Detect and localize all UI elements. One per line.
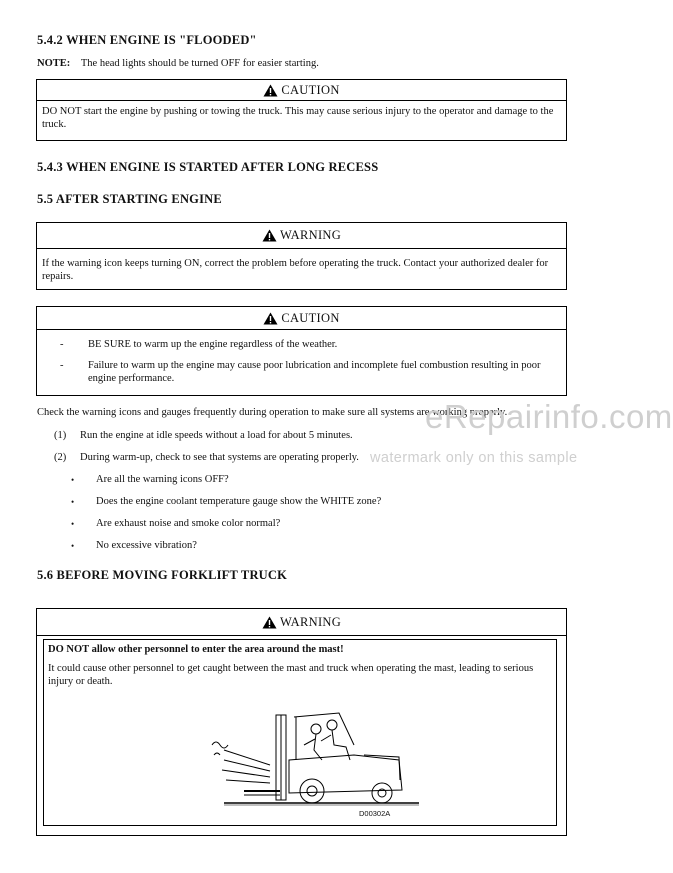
bullet-icon: • (71, 541, 75, 551)
caution-header-1 (37, 80, 566, 101)
dash-bullet: - (60, 360, 64, 371)
caution-text-1 (37, 101, 566, 135)
warning-box-2 (36, 608, 567, 836)
section-5-5-heading: 5.5 AFTER STARTING ENGINE (37, 192, 222, 206)
caution-item-text: BE SURE to warm up the engine regardless of the weather. (88, 339, 338, 350)
watermark-note: watermark only on this sample (370, 450, 578, 466)
list-item (42, 359, 561, 385)
warning-header-2 (37, 609, 566, 636)
bullet-icon: • (71, 497, 75, 507)
warning-inner-panel (43, 639, 557, 826)
warning-header-1 (37, 223, 566, 249)
caution-item-text: Failure to warm up the engine may cause poor lubrication and incomplete fuel combustion resulting in poor engine performance. (88, 360, 541, 384)
step-text: Run the engine at idle speeds without a load for about 5 minutes. (80, 430, 353, 441)
watermark-brand: eRepairinfo.com (425, 398, 673, 435)
note-label: NOTE: (37, 58, 71, 69)
warning-title-1: WARNING (279, 228, 342, 242)
section-5-6-heading: 5.6 BEFORE MOVING FORKLIFT TRUCK (37, 568, 288, 582)
warning-title-2: WARNING (279, 615, 342, 629)
caution-list-2 (37, 330, 566, 397)
warning-line-1: DO NOT allow other personnel to enter the area around the mast! (48, 644, 344, 655)
figure-code: D00302A (359, 809, 391, 818)
warning-triangle-icon (262, 229, 277, 242)
warning-box-1 (36, 222, 567, 290)
step-text: During warm-up, check to see that systems are operating properly. (80, 452, 359, 463)
warning-triangle-icon (262, 616, 277, 629)
bullet-icon: • (71, 519, 75, 529)
caution-box-1 (36, 79, 567, 141)
forklift-illustration (204, 705, 434, 815)
warning-line-2: It could cause other personnel to get caught between the mast and truck when operating the mast, leading to serious injury or death. (48, 663, 534, 687)
caution-text-bold: DO NOT (42, 106, 82, 117)
caution-header-2 (37, 307, 566, 330)
check-intro: Check the warning icons and gauges frequently during operation to make sure all systems are working properly. (37, 407, 508, 418)
check-bullet-text: Are all the warning icons OFF? (96, 474, 229, 485)
warning-triangle-icon (263, 312, 278, 325)
warning-triangle-icon (263, 84, 278, 97)
caution-box-2 (36, 306, 567, 396)
caution-title-1: CAUTION (281, 83, 340, 97)
check-bullet-text: Are exhaust noise and smoke color normal? (96, 518, 281, 529)
check-bullet-text: No excessive vibration? (96, 540, 197, 551)
note (37, 57, 577, 70)
bullet-icon: • (71, 475, 75, 485)
dash-bullet: - (60, 339, 64, 350)
note-text: The head lights should be turned OFF for easier starting. (80, 58, 319, 69)
warning-text-1: If the warning icon keeps turning ON, correct the problem before operating the truck. Contact your authorized dealer for repairs. (42, 258, 549, 282)
section-5-4-3-heading: 5.4.3 WHEN ENGINE IS STARTED AFTER LONG RECESS (37, 160, 379, 174)
list-item (42, 338, 561, 351)
caution-text-rest: start the engine by pushing or towing the truck. This may cause serious injury to the operator and damage to the truck. (42, 106, 554, 130)
section-5-4-2-heading: 5.4.2 WHEN ENGINE IS "FLOODED" (37, 33, 257, 47)
step-number: (1) (54, 430, 67, 441)
caution-title-2: CAUTION (281, 311, 340, 325)
step-number: (2) (54, 452, 67, 463)
check-bullet-text: Does the engine coolant temperature gauge show the WHITE zone? (96, 496, 382, 507)
